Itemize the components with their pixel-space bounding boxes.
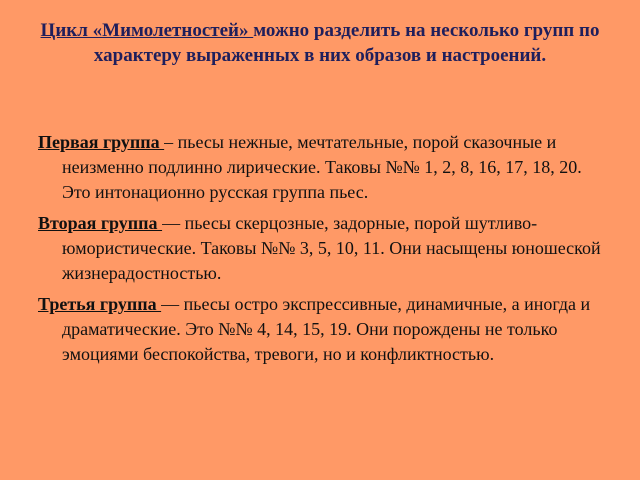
group-1-paragraph — [38, 130, 608, 205]
group-1-text: – пьесы нежные, мечтательные, порой сказочные и неизменно подлинно лирические. Таковы №№ 1, 2, 8, 16, 17, 18, 20. Это интонационно русская группа пьес. — [62, 132, 582, 202]
slide-body — [38, 130, 608, 373]
group-3-lead: Третья группа — [38, 294, 162, 314]
slide-title — [30, 18, 610, 68]
group-2-text: — пьесы скерцозные, задорные, порой шутливо-юмористические. Таковы №№ 3, 5, 10, 11. Они насыщены юношеской жизнерадостностью. — [62, 213, 601, 283]
group-3-text: — пьесы остро экспрессивные, динамичные, а иногда и драматические. Это №№ 4, 14, 15, 19. Они порождены не только эмоциями беспокойства, тревоги, но и конфликтностью. — [62, 294, 591, 364]
title-cycle-name: Цикл «Мимолетностей» — [40, 20, 254, 41]
group-2-paragraph — [38, 211, 608, 286]
group-3-paragraph — [38, 292, 608, 367]
group-1-lead: Первая группа — [38, 132, 165, 152]
title-rest: можно разделить на несколько групп по характеру выраженных в них образов и настроений. — [93, 20, 600, 66]
group-2-lead: Вторая группа — [38, 213, 163, 233]
